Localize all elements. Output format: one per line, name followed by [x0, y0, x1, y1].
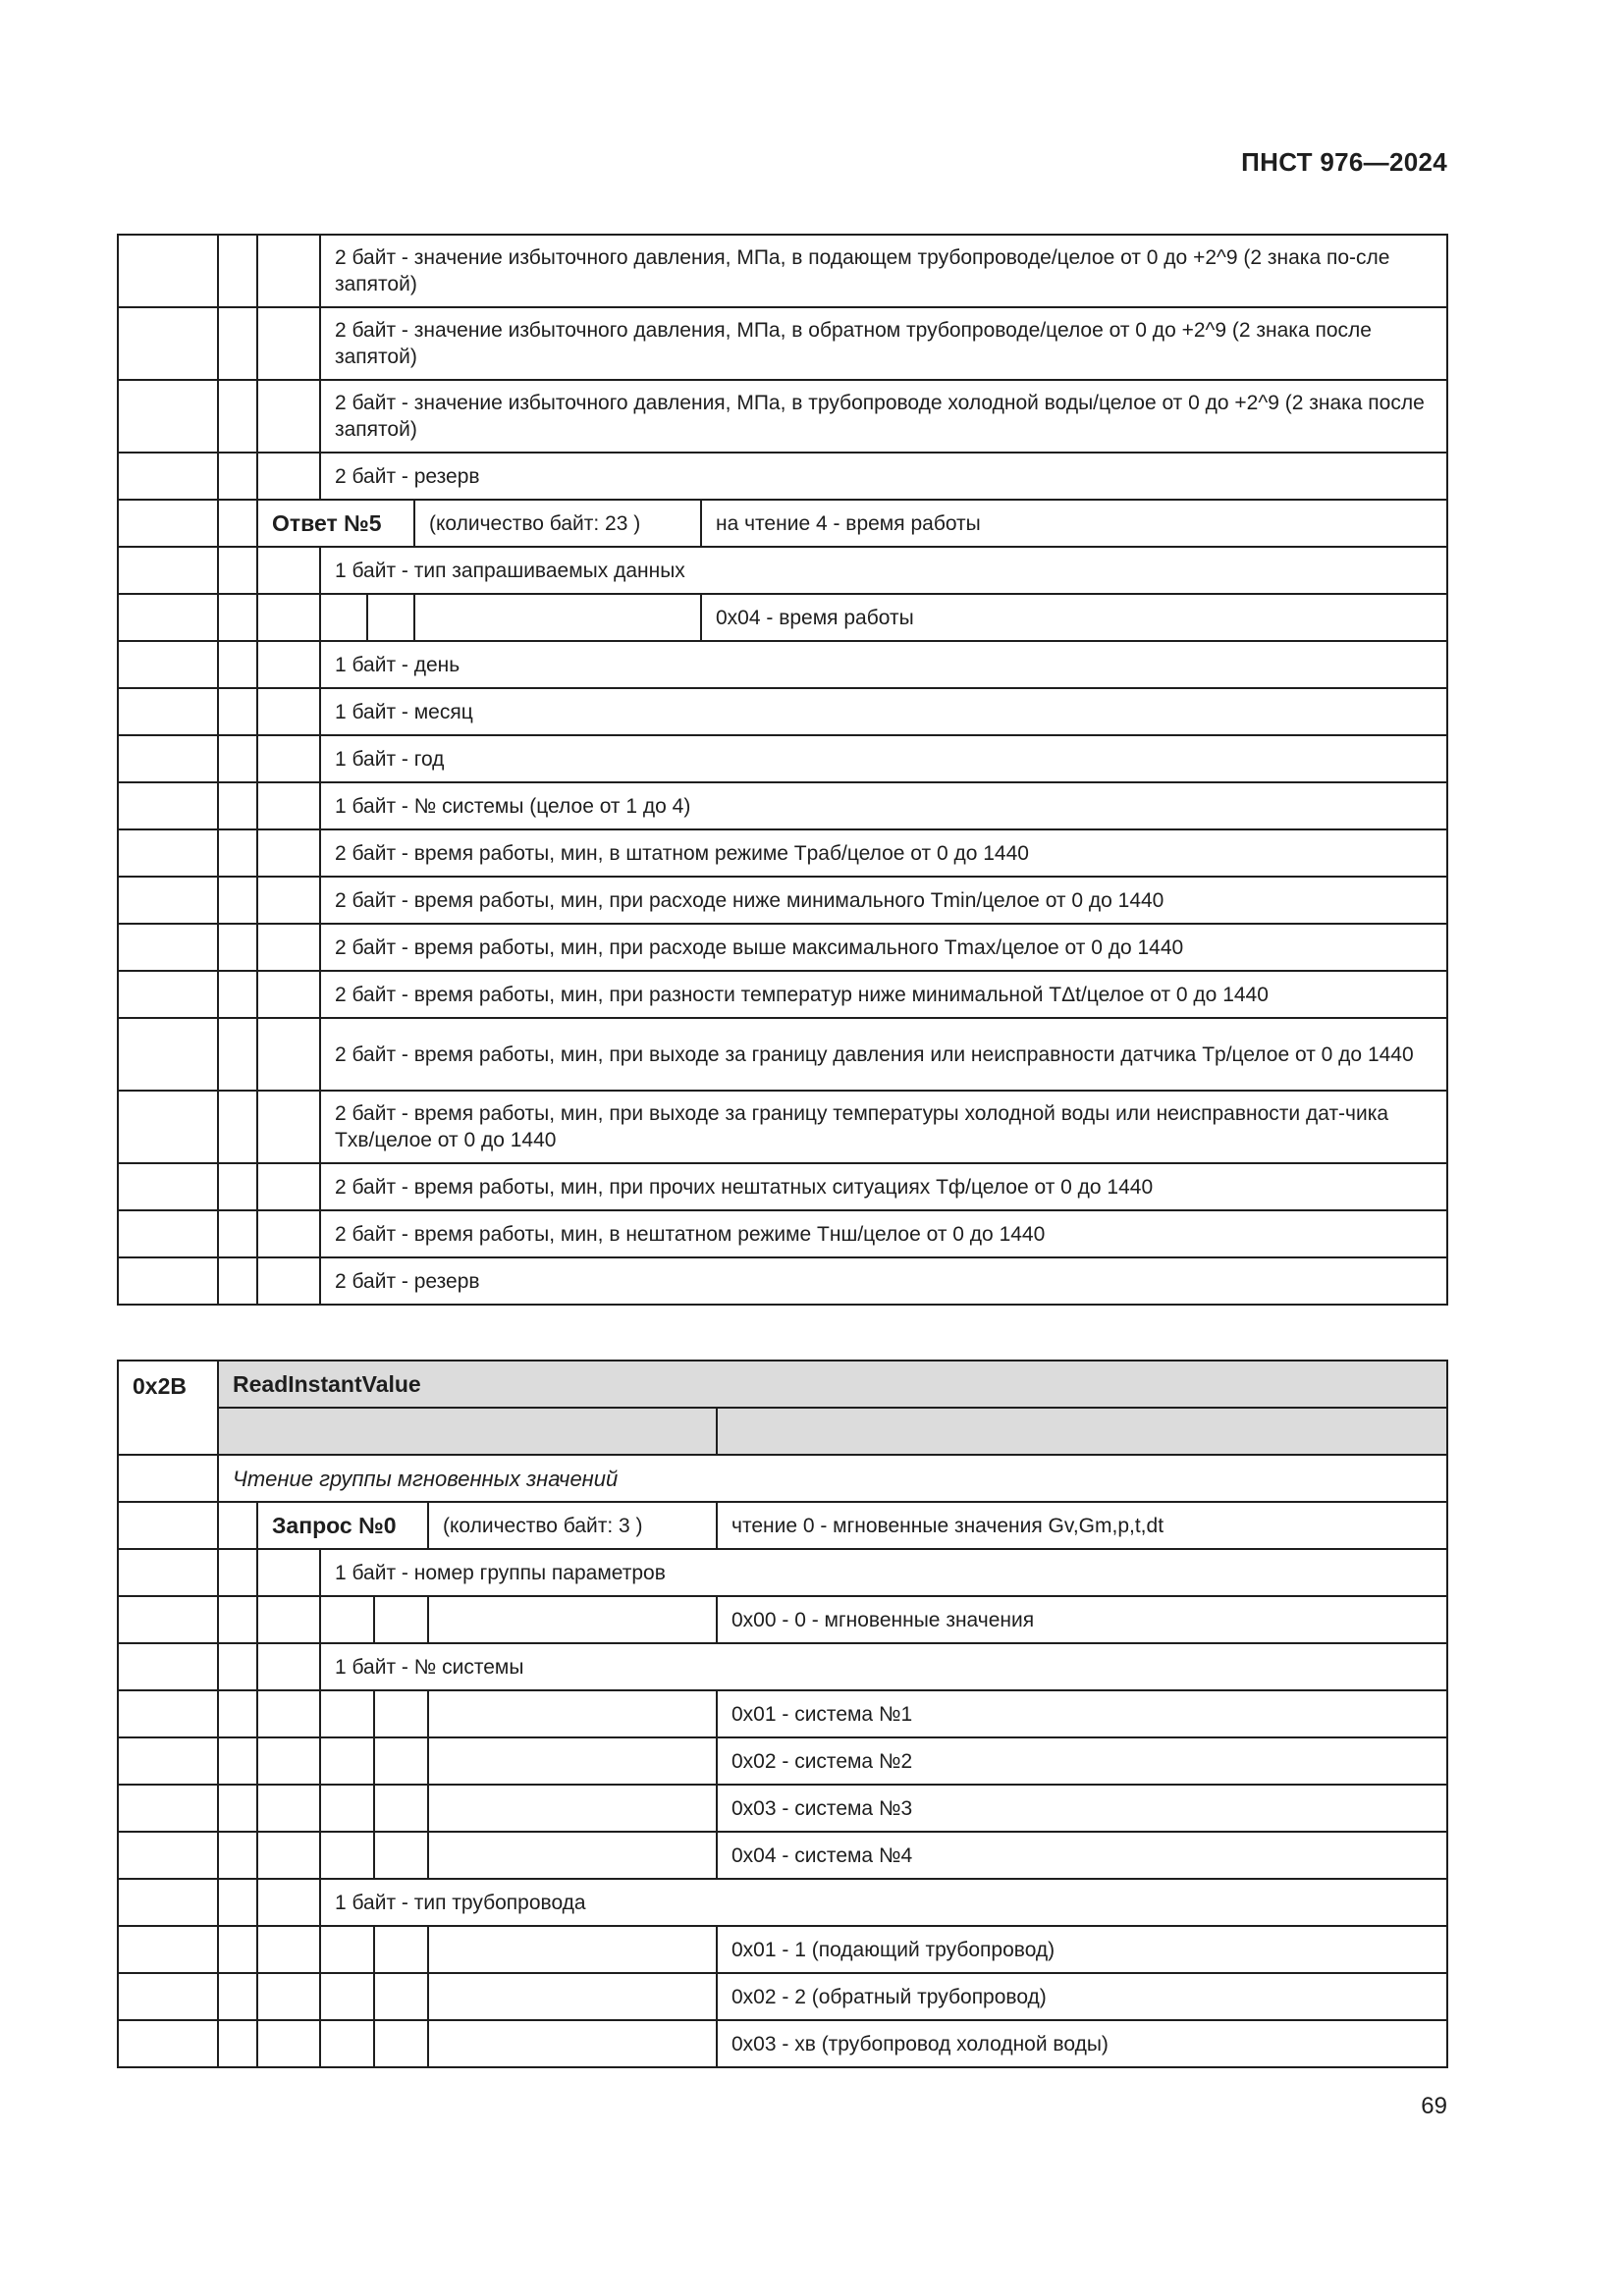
pressure-return-row: 2 байт - значение избыточного давления, МПа, в обратном трубопроводе/целое от 0 до +2^9 (2 знака после запятой) — [320, 307, 1447, 380]
data-type-row: 1 байт - тип запрашиваемых данных — [320, 547, 1447, 594]
table-row — [118, 1643, 1447, 1690]
table-row — [118, 829, 1447, 877]
table-row — [118, 1596, 1447, 1643]
request-label: Запрос №0 — [257, 1502, 428, 1549]
field-row: 2 байт - время работы, мин, при выходе за границу давления или неисправности датчика Tp/целое от 0 до 1440 — [320, 1018, 1447, 1091]
table-row — [118, 307, 1447, 380]
command-name: ReadInstantValue — [218, 1361, 1447, 1408]
command-code: 0x2B — [118, 1361, 218, 1455]
field-row: 2 байт - время работы, мин, в нештатном режиме Tнш/целое от 0 до 1440 — [320, 1210, 1447, 1257]
field-row: 2 байт - время работы, мин, при разности температур ниже минимальной TΔt/целое от 0 до 1440 — [320, 971, 1447, 1018]
table-row — [118, 1163, 1447, 1210]
table-row — [118, 1549, 1447, 1596]
answer-header-row — [118, 500, 1447, 547]
table-row — [118, 688, 1447, 735]
table-row — [118, 235, 1447, 307]
pipe-type-value: 0x03 - хв (трубопровод холодной воды) — [717, 2020, 1447, 2067]
table-row — [118, 380, 1447, 453]
param-group-value: 0x00 - 0 - мгновенные значения — [717, 1596, 1447, 1643]
pressure-cold-row: 2 байт - значение избыточного давления, МПа, в трубопроводе холодной воды/целое от 0 до +2^9 (2 знака после запятой) — [320, 380, 1447, 453]
table-row — [118, 1018, 1447, 1091]
field-row: 2 байт - время работы, мин, при прочих нештатных ситуациях Tф/целое от 0 до 1440 — [320, 1163, 1447, 1210]
command-header-row — [118, 1361, 1447, 1408]
page-number: 69 — [1421, 2093, 1447, 2119]
table-row — [118, 453, 1447, 500]
table-row — [118, 641, 1447, 688]
system-value: 0x03 - система №3 — [717, 1785, 1447, 1832]
system-value: 0x02 - система №2 — [717, 1737, 1447, 1785]
table-row — [118, 547, 1447, 594]
table-row — [118, 1690, 1447, 1737]
pipe-type-value: 0x02 - 2 (обратный трубопровод) — [717, 1973, 1447, 2020]
table-row — [118, 924, 1447, 971]
reserve-row: 2 байт - резерв — [320, 453, 1447, 500]
pipe-type-value: 0x01 - 1 (подающий трубопровод) — [717, 1926, 1447, 1973]
field-row: 1 байт - месяц — [320, 688, 1447, 735]
table-row — [118, 594, 1447, 641]
pipe-type-row: 1 байт - тип трубопровода — [320, 1879, 1447, 1926]
table-row — [118, 1257, 1447, 1305]
table-row — [118, 1832, 1447, 1879]
system-value: 0x01 - система №1 — [717, 1690, 1447, 1737]
field-row: 2 байт - время работы, мин, в штатном режиме Tраб/целое от 0 до 1440 — [320, 829, 1447, 877]
field-row: 2 байт - время работы, мин, при расходе ниже минимального Tmin/целое от 0 до 1440 — [320, 877, 1447, 924]
field-row: 1 байт - год — [320, 735, 1447, 782]
table-row — [118, 1973, 1447, 2020]
answer-description: на чтение 4 - время работы — [701, 500, 1447, 547]
document-id: ПНСТ 976—2024 — [1241, 147, 1447, 177]
table-row — [118, 1737, 1447, 1785]
field-row: 2 байт - время работы, мин, при расходе выше максимального Tmax/целое от 0 до 1440 — [320, 924, 1447, 971]
table-row — [118, 1210, 1447, 1257]
table-row — [118, 1455, 1447, 1502]
command-description: Чтение группы мгновенных значений — [218, 1455, 1447, 1502]
table-row — [118, 877, 1447, 924]
table-row — [118, 1879, 1447, 1926]
table-row — [118, 971, 1447, 1018]
system-value: 0x04 - система №4 — [717, 1832, 1447, 1879]
table-row — [118, 1785, 1447, 1832]
answer-byte-count: (количество байт: 23 ) — [414, 500, 701, 547]
pressure-supply-row: 2 байт - значение избыточного давления, МПа, в подающем трубопроводе/целое от 0 до +2^9 (2 знака по-сле запятой) — [320, 235, 1447, 307]
data-type-value: 0x04 - время работы — [701, 594, 1447, 641]
table-row — [118, 782, 1447, 829]
request-byte-count: (количество байт: 3 ) — [428, 1502, 717, 1549]
command-table — [117, 1360, 1448, 2068]
table-row — [118, 1926, 1447, 1973]
param-group-row: 1 байт - номер группы параметров — [320, 1549, 1447, 1596]
field-row: 2 байт - резерв — [320, 1257, 1447, 1305]
request-description: чтение 0 - мгновенные значения Gv,Gm,p,t,dt — [717, 1502, 1447, 1549]
table-row — [118, 2020, 1447, 2067]
table-row — [118, 1091, 1447, 1163]
answer-label: Ответ №5 — [257, 500, 414, 547]
field-row: 1 байт - день — [320, 641, 1447, 688]
response-table — [117, 234, 1448, 1306]
system-number-row: 1 байт - № системы — [320, 1643, 1447, 1690]
field-row: 2 байт - время работы, мин, при выходе за границу температуры холодной воды или неисправности дат-чика Tхв/целое от 0 до 1440 — [320, 1091, 1447, 1163]
request-header-row — [118, 1502, 1447, 1549]
table-row — [118, 1408, 1447, 1455]
table-row — [118, 735, 1447, 782]
field-row: 1 байт - № системы (целое от 1 до 4) — [320, 782, 1447, 829]
